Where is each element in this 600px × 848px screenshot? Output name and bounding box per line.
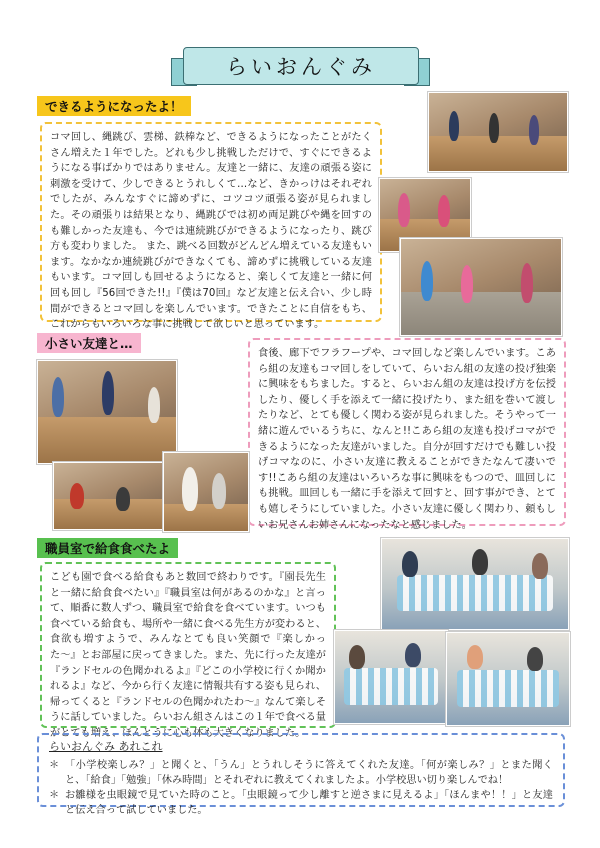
note-item xyxy=(49,788,553,818)
photo-sara-mawashi xyxy=(53,462,165,530)
section-heading-chiisai-label: 小さい友達と… xyxy=(45,336,133,351)
note-bullet: ＊ xyxy=(49,789,60,801)
notes-box xyxy=(37,733,565,816)
note-item xyxy=(49,758,553,788)
note-bullet: ＊ xyxy=(49,759,60,771)
section-heading-dekiru-label: できるようになったよ！ xyxy=(45,99,183,114)
section-text-kyushoku: こども園で食べる給食もあと数回で終わりです。『園長先生と一緒に給食食べたい』『職員室は何があるのかな』と言って、順番に数人ずつ、職員室で給食を食べています。いつも食べている給食も、場所や一緒に食べる先生方が変わると、食欲も増すようで、みんなとても良い笑顔で『楽しかった〜』とお部屋に戻ってきました。また、先に行った友達が『ランドセルの色聞かれるよ』『どこの小学校に行くか聞かれるよ』など、今から行く友達に情報共有する姿も見られ、帰ってくると『ランドセルの色聞かれたわ〜』なんて楽しそうに話していました。らいおん組さんはこの１年で食べる量がとても増え、ほんとうに心も体も大きくなりました。 xyxy=(40,562,336,728)
title-ribbon xyxy=(183,47,419,85)
section-text-dekiru: コマ回し、縄跳び、雲梯、鉄棒など、できるようになったことがたくさん増えた１年でした。どれも少し挑戦しただけで、すぐにできるようになる事ばかりではありません。友達と一緒に、友達の頑張る姿に刺激を受けて、少しできるとうれしくて…など、きかっけはそれぞれでしたが、みんなすぐに諦めずに、コツコツ頑張る姿が見られました。その頑張りは結果となり、縄跳びでは初め両足跳びや縄を回すのも難しかった友達も、今では連続跳びができるようになったり、跳び方も変わりました。 また、跳べる回数がどんどん増えている友達もいます。なかなか連続跳びができなくても、諦めずに挑戦している友達もいます。コマ回しも回せるようになると、楽しくて友達と一緒に何回も回し『56回できた!!』『僕は70回』など友達と伝え合い、少し時間ができるとコマ回しを楽しんでいます。できたことに自信をもち、これからもいろいろな事に挑戦して欲しいと思っています。 xyxy=(40,122,382,322)
page-title: らいおんぐみ xyxy=(226,55,376,79)
note-text: 「小学校楽しみ？」と聞くと、「うん」とうれしそうに答えてくれた友達。「何が楽しみ？」とまた聞くと、「給食」「勉強」「休み時間」とそれぞれに教えてくれましたよ。小学校思い切り楽しんでね！ xyxy=(65,759,553,786)
photo-jumprope-indoor xyxy=(428,92,568,172)
section-heading-chiisai xyxy=(37,333,141,353)
photo-koma-hallway xyxy=(37,360,177,464)
section-heading-dekiru xyxy=(37,96,191,116)
note-text: お雛様を虫眼鏡で見ていた時のこと。「虫眼鏡って少し離すと逆さまに見えるよ」「ほんまや！！」と友達と伝え合って試していました。 xyxy=(65,789,553,816)
section-heading-kyushoku-label: 職員室で給食食べたよ xyxy=(45,541,171,556)
photo-lunch-staffroom-1 xyxy=(381,538,569,630)
photo-lunch-staffroom-2 xyxy=(334,630,448,724)
section-heading-kyushoku xyxy=(37,538,178,558)
photo-helping-friend xyxy=(163,452,249,532)
section-text-chiisai: 食後、廊下でフラフープや、コマ回しなど楽しんでいます。こあら組の友達もコマ回しをしていて、らいおん組の友達の投げ独楽に興味をもちました。すると、らいおん組の友達は投げ方を伝授したり、優しく手を添えて一緒に投げたり、また紐を巻いて渡したりなど、とても優しく関わる姿が見られました。そうやって一緒に遊んでいるうちに、なんと!!こあら組の友達も投げコマができるようになった友達がいました。自分が回すだけでも難しい投げコマなのに、小さい友達に教えることができたなんて凄いです!!こあら組の友達はいろいろな事に興味をもつので、皿回しにも挑戦。皿回しも一緒に手を添えて回すと、回す事ができ、とても嬉しそうにしていました。小さい友達に優しく関わり、頼もしいお兄さんお姉さんになったなと感じました。 xyxy=(248,338,566,526)
photo-jumprope-outdoor xyxy=(400,238,562,336)
photo-lunch-staffroom-3 xyxy=(446,632,570,726)
notes-title: らいおんぐみ あれこれ xyxy=(49,740,163,753)
